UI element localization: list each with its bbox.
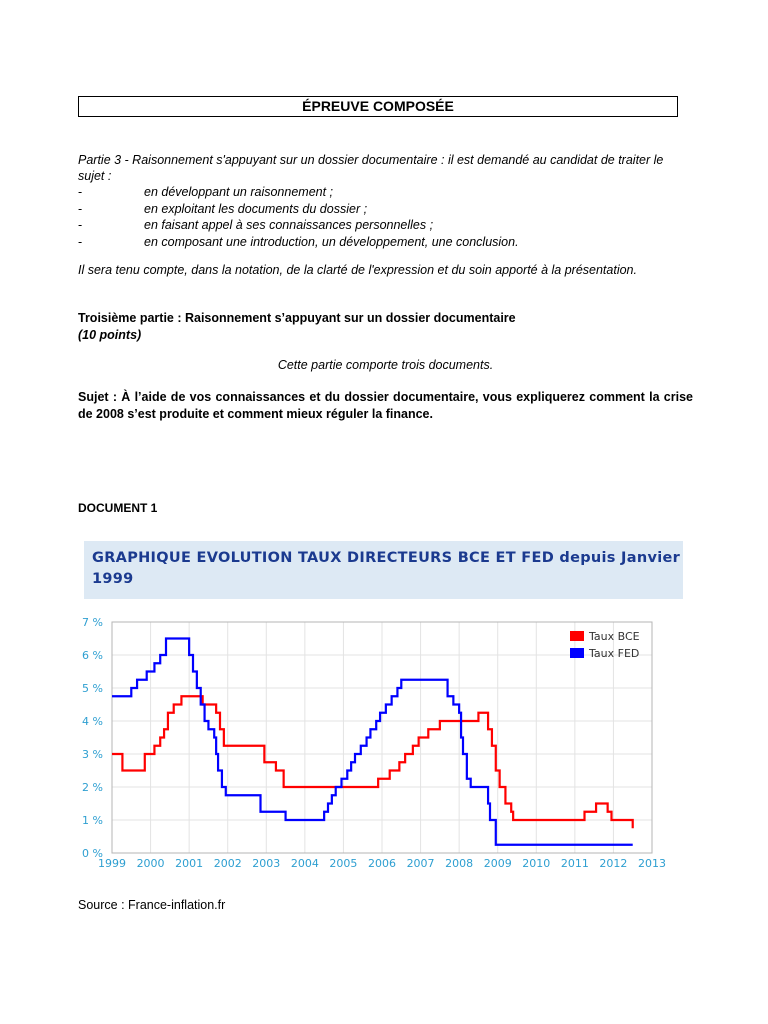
legend-label: Taux FED <box>589 647 640 660</box>
list-item <box>78 234 519 251</box>
list-dash: - <box>78 201 83 216</box>
subject-text: Sujet : À l’aide de vos connaissances et du dossier documentaire, vous expliquerez comment la crise de 2008 s’est produite et comment mieux réguler la finance. <box>78 390 693 421</box>
list-item-text: en faisant appel à ses connaissances personnelles ; <box>144 218 434 232</box>
list-dash: - <box>78 185 83 199</box>
x-tick-label: 2005 <box>329 857 358 870</box>
chart-title-banner <box>84 541 683 599</box>
y-tick-label: 3 % <box>82 748 103 761</box>
y-tick-label: 4 % <box>82 715 103 728</box>
y-tick-label: 6 % <box>82 649 103 662</box>
x-tick-label: 2007 <box>406 857 435 870</box>
part-title: Troisième partie : Raisonnement s’appuyant sur un dossier documentaire <box>78 311 516 325</box>
y-tick-label: 2 % <box>82 781 103 794</box>
list-item <box>78 201 519 218</box>
legend-label: Taux BCE <box>589 630 640 643</box>
intro-text: Partie 3 - Raisonnement s'appuyant sur un dossier documentaire : il est demandé au candidat de traiter le sujet : <box>78 153 664 183</box>
legend-swatch <box>570 648 584 658</box>
chart-title: GRAPHIQUE EVOLUTION TAUX DIRECTEURS BCE ET FED depuis Janvier 1999 <box>92 550 681 587</box>
list-item-text: en exploitant les documents du dossier ; <box>144 201 368 216</box>
x-tick-label: 2010 <box>522 857 551 870</box>
series-line-fed <box>112 639 633 845</box>
x-tick-label: 2009 <box>483 857 512 870</box>
source-text: Source : France-inflation.fr <box>78 898 226 912</box>
document-label: DOCUMENT 1 <box>78 501 158 515</box>
x-tick-label: 2012 <box>599 857 628 870</box>
x-tick-label: 2003 <box>252 857 281 870</box>
series-line-bce <box>112 696 633 828</box>
x-tick-label: 2001 <box>175 857 204 870</box>
legend-swatch <box>570 631 584 641</box>
list-dash: - <box>78 234 83 249</box>
y-tick-label: 0 % <box>82 847 103 860</box>
x-tick-label: 2011 <box>560 857 589 870</box>
list-item-text: en développant un raisonnement ; <box>144 185 334 199</box>
x-tick-label: 1999 <box>98 857 126 870</box>
list-item <box>78 184 519 201</box>
rates-chart <box>78 610 678 875</box>
x-tick-label: 2008 <box>445 857 474 870</box>
y-tick-label: 7 % <box>82 616 103 629</box>
x-tick-label: 2013 <box>638 857 666 870</box>
x-tick-label: 2006 <box>368 857 396 870</box>
part-points: (10 points) <box>78 328 142 342</box>
y-tick-label: 1 % <box>82 814 103 827</box>
list-item <box>78 217 519 234</box>
instruction-list <box>78 184 519 250</box>
x-tick-label: 2002 <box>213 857 242 870</box>
list-dash: - <box>78 218 83 232</box>
x-tick-label: 2000 <box>136 857 165 870</box>
documents-count-note: Cette partie comporte trois documents. <box>277 358 494 372</box>
list-item-text: en composant une introduction, un développement, une conclusion. <box>144 234 519 249</box>
page-title: ÉPREUVE COMPOSÉE <box>78 96 678 117</box>
presentation-note: Il sera tenu compte, dans la notation, de la clarté de l'expression et du soin apporté à la présentation. <box>78 263 637 277</box>
x-tick-label: 2004 <box>290 857 319 870</box>
y-tick-label: 5 % <box>82 682 103 695</box>
